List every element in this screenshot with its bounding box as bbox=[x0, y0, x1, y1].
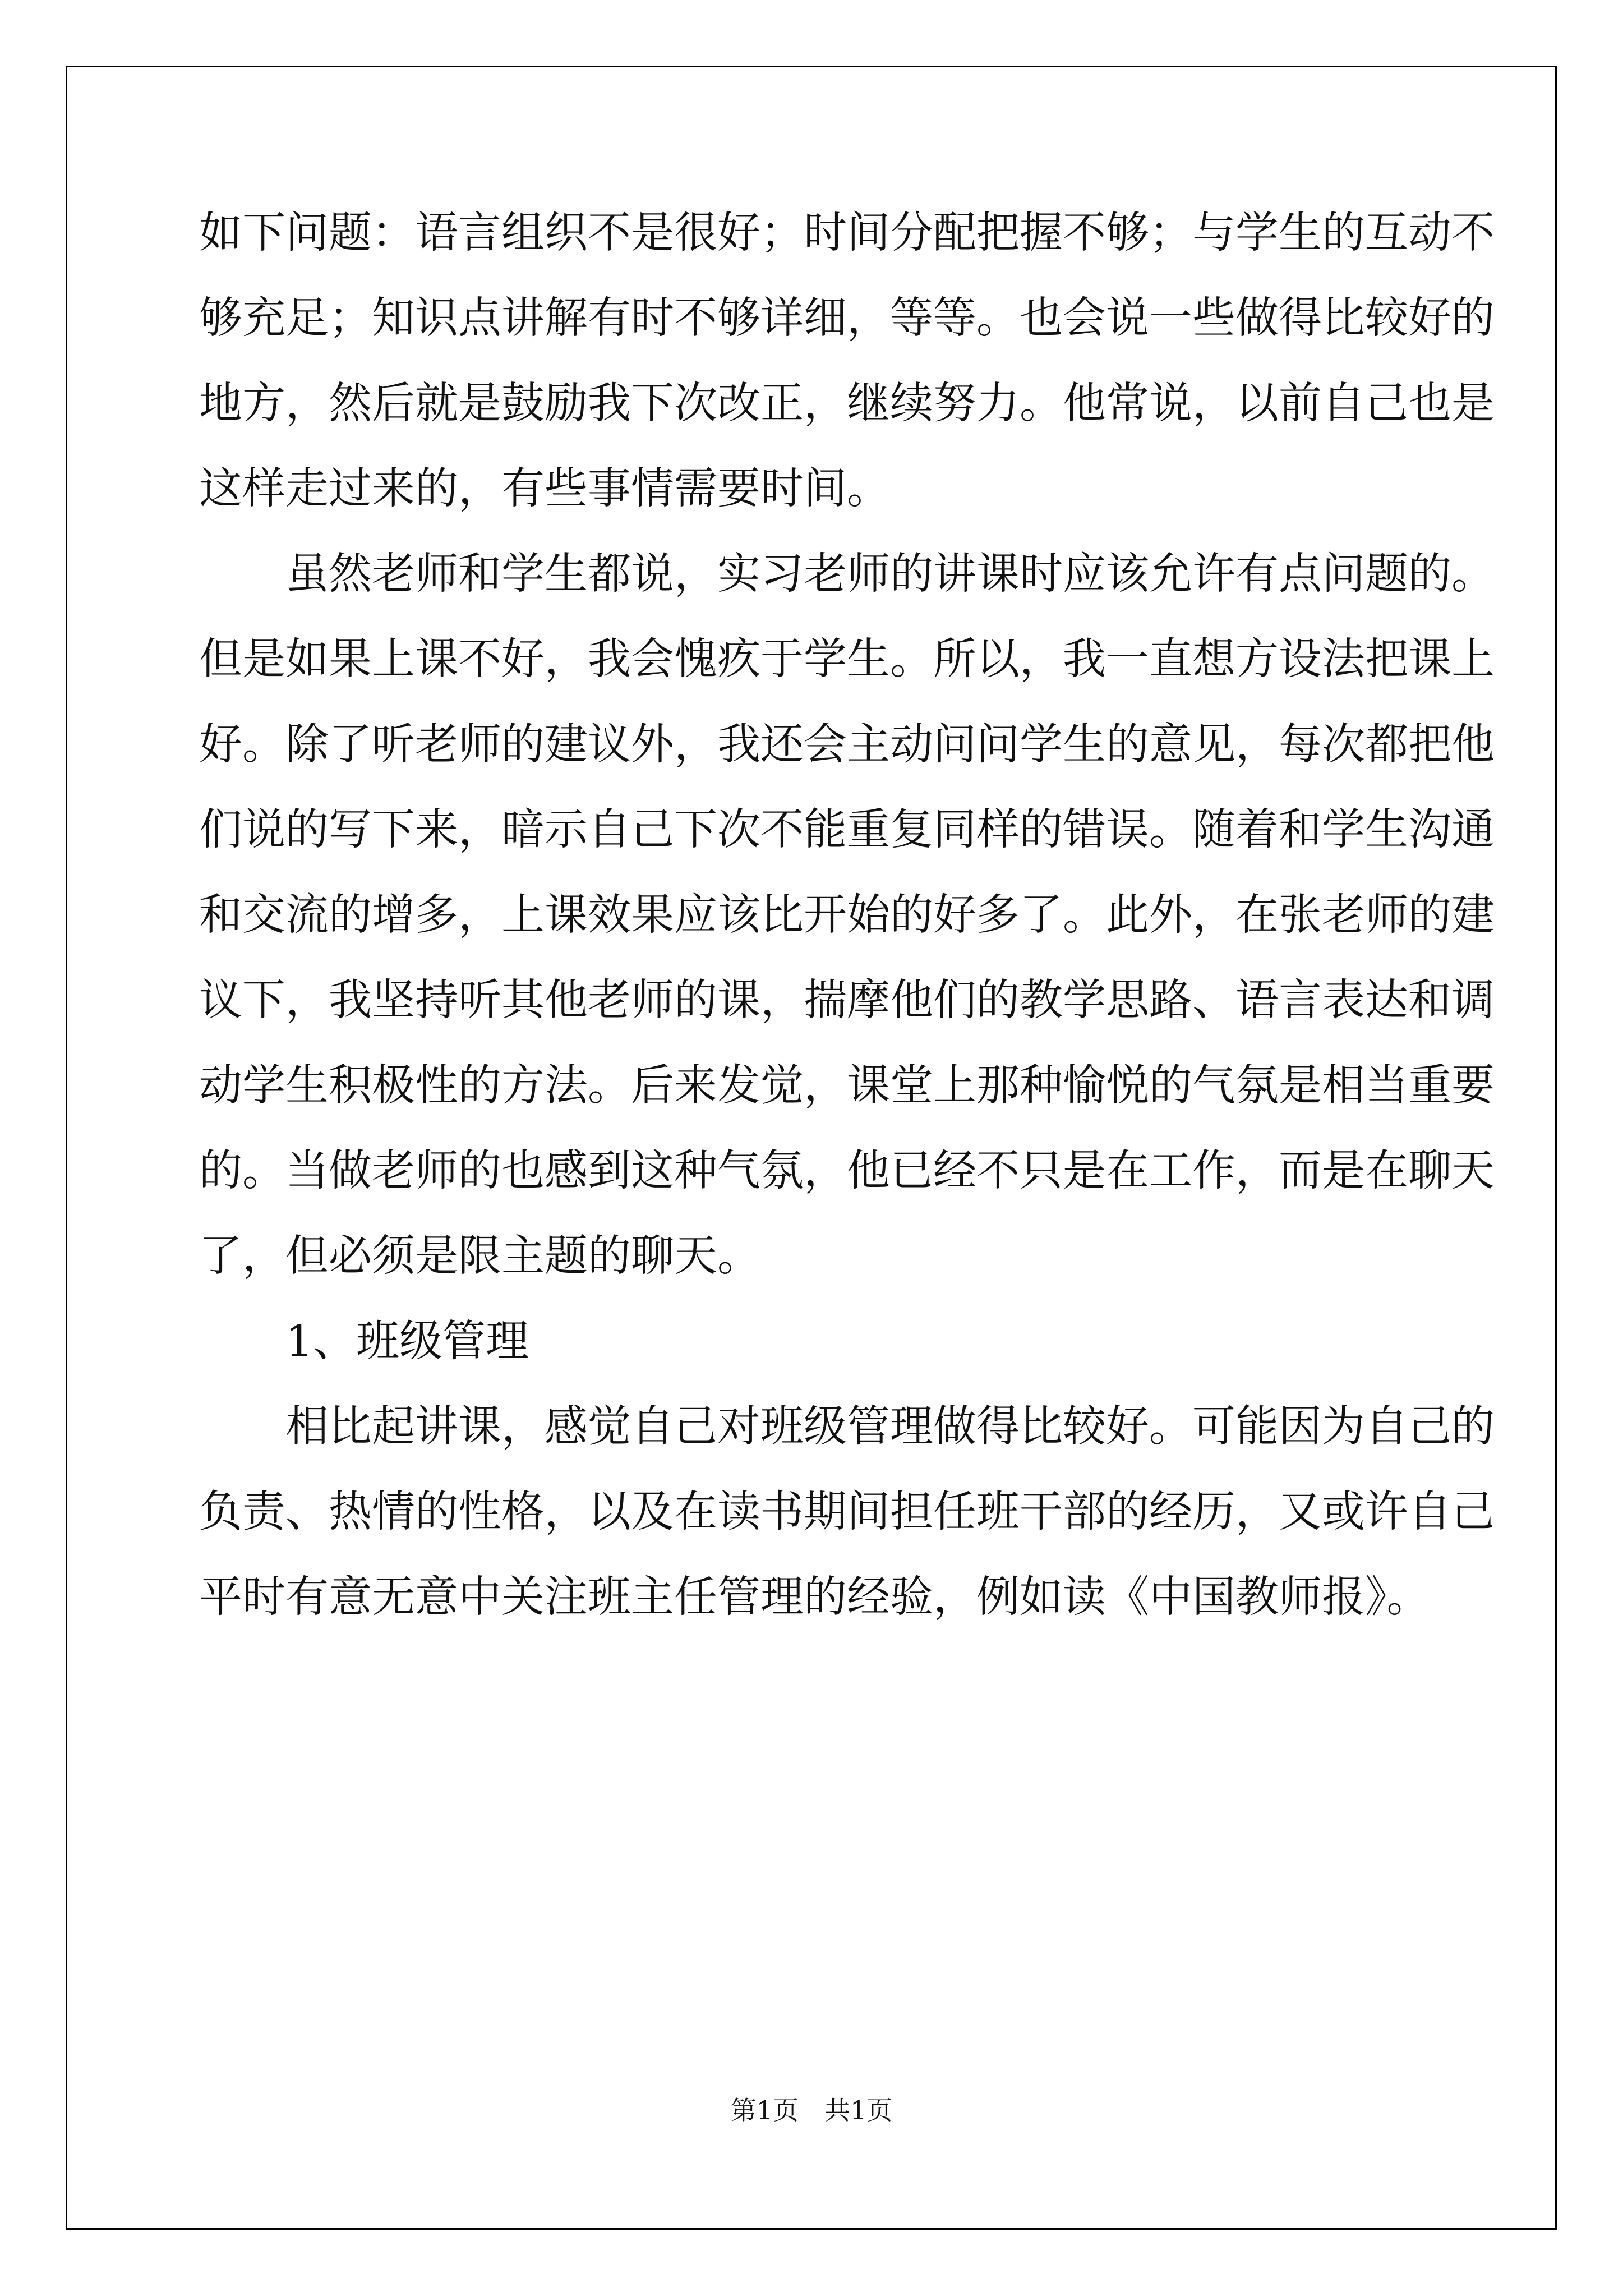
text-line: 了，但必须是限主题的聊天。 bbox=[199, 1231, 760, 1281]
text-line: 议下，我坚持听其他老师的课，揣摩他们的教学思路、语言表达和调 bbox=[199, 976, 1495, 1025]
text-line: 虽然老师和学生都说，实习老师的讲课时应该允许有点问题的。 bbox=[285, 549, 1495, 599]
section-heading: 1、班级管理 bbox=[285, 1317, 529, 1366]
text-line: 但是如果上课不好，我会愧疚于学生。所以，我一直想方设法把课上 bbox=[199, 634, 1495, 684]
text-line: 相比起讲课，感觉自己对班级管理做得比较好。可能因为自己的 bbox=[285, 1402, 1495, 1452]
text-line: 和交流的增多，上课效果应该比开始的好多了。此外，在张老师的建 bbox=[199, 890, 1495, 940]
text-line: 这样走过来的，有些事情需要时间。 bbox=[199, 464, 890, 514]
text-line: 地方，然后就是鼓励我下次改正，继续努力。他常说，以前自己也是 bbox=[199, 379, 1495, 429]
text-line: 动学生积极性的方法。后来发觉，课堂上那种愉悦的气氛是相当重要 bbox=[199, 1061, 1495, 1111]
text-line: 负责、热情的性格，以及在读书期间担任班干部的经历，又或许自己 bbox=[199, 1487, 1495, 1537]
text-line: 好。除了听老师的建议外，我还会主动问问学生的意见，每次都把他 bbox=[199, 720, 1495, 770]
text-line: 的。当做老师的也感到这种气氛，他已经不只是在工作，而是在聊天 bbox=[199, 1146, 1495, 1196]
text-line: 如下问题：语言组织不是很好；时间分配把握不够；与学生的互动不 bbox=[199, 208, 1495, 258]
text-line: 够充足；知识点讲解有时不够详细，等等。也会说一些做得比较好的 bbox=[199, 293, 1495, 343]
text-line: 们说的写下来，暗示自己下次不能重复同样的错误。随着和学生沟通 bbox=[199, 805, 1495, 855]
page-footer bbox=[0, 2090, 1623, 2127]
page-number: 第1页 共1页 bbox=[730, 2095, 893, 2125]
text-line: 平时有意无意中关注班主任管理的经验，例如读《中国教师报》。 bbox=[199, 1572, 1430, 1622]
document-body bbox=[199, 191, 1495, 1640]
